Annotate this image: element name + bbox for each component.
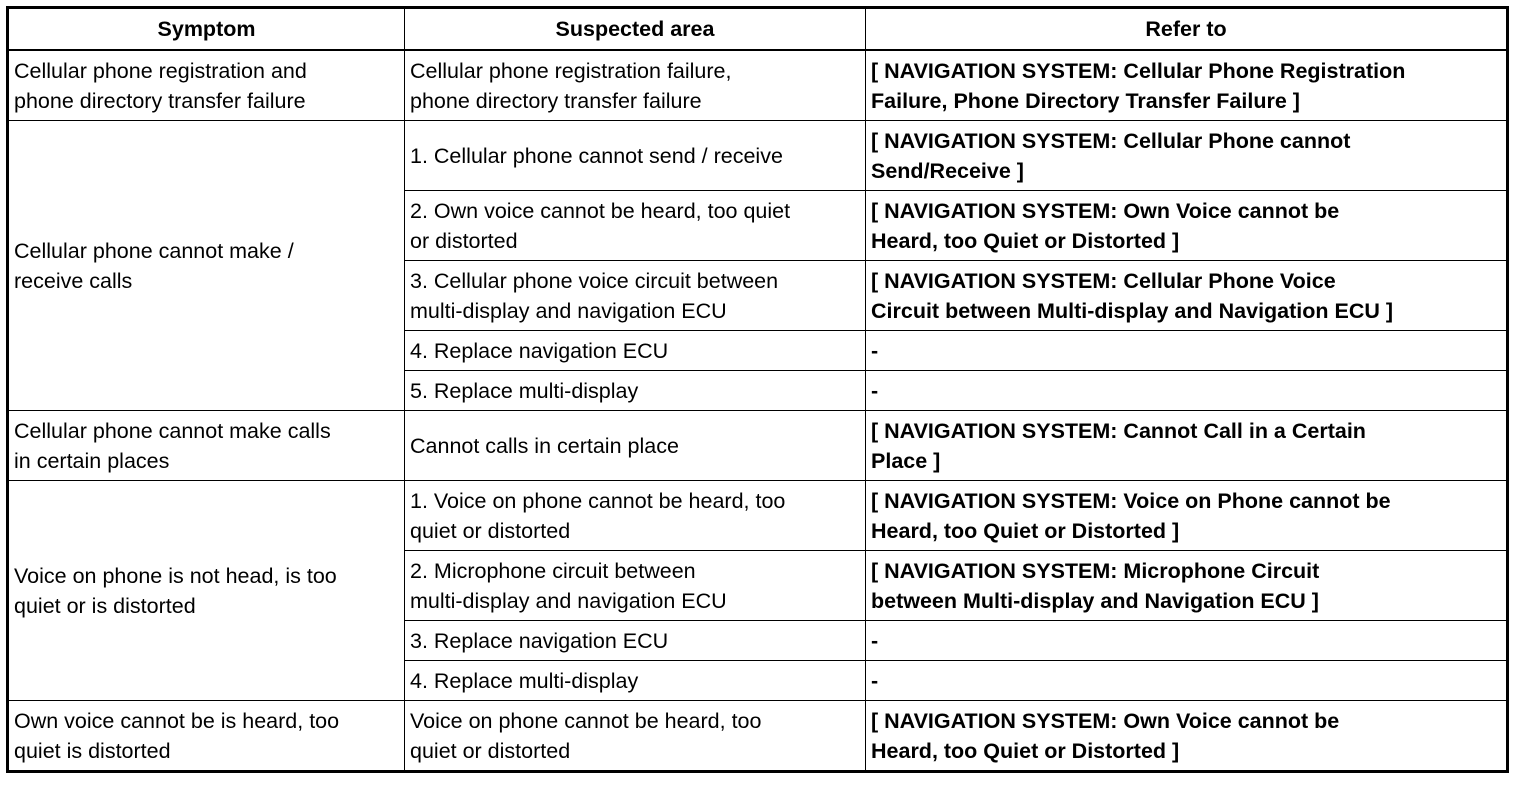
suspected-area-cell (405, 121, 866, 191)
suspected-area-line: quiet or distorted (410, 518, 571, 543)
refer-to-line: Heard, too Quiet or Distorted ] (871, 738, 1180, 763)
table-row (8, 701, 1508, 772)
refer-to-line: [ NAVIGATION SYSTEM: Own Voice cannot be (871, 198, 1340, 223)
refer-to-line: Place ] (871, 448, 941, 473)
refer-to-line: [ NAVIGATION SYSTEM: Cellular Phone Registration (871, 58, 1406, 83)
suspected-area-cell (405, 701, 866, 772)
refer-to-line: [ NAVIGATION SYSTEM: Microphone Circuit (871, 558, 1320, 583)
suspected-area-line: Voice on phone cannot be heard, too (410, 708, 762, 733)
suspected-area-line: multi-display and navigation ECU (410, 298, 727, 323)
suspected-area-cell (405, 50, 866, 121)
suspected-area-line: 3. Replace navigation ECU (410, 628, 669, 653)
symptom-line: Voice on phone is not head, is too (14, 563, 337, 588)
refer-to-line: [ NAVIGATION SYSTEM: Cellular Phone cannot (871, 128, 1351, 153)
table-row (8, 481, 1508, 551)
table-row (8, 121, 1508, 191)
refer-to-line: Failure, Phone Directory Transfer Failure ] (871, 88, 1300, 113)
table-row (8, 411, 1508, 481)
suspected-area-line: 2. Own voice cannot be heard, too quiet (410, 198, 791, 223)
refer-to-line: Heard, too Quiet or Distorted ] (871, 518, 1180, 543)
suspected-area-line: 2. Microphone circuit between (410, 558, 696, 583)
refer-to-cell (866, 481, 1508, 551)
suspected-area-line: or distorted (410, 228, 518, 253)
suspected-area-line: Cellular phone registration failure, (410, 58, 732, 83)
refer-to-line: - (871, 668, 879, 693)
suspected-area-cell (405, 331, 866, 371)
header-row (8, 8, 1508, 51)
suspected-area-line: 4. Replace navigation ECU (410, 338, 669, 363)
suspected-area-cell (405, 261, 866, 331)
refer-to-cell (866, 371, 1508, 411)
suspected-area-cell (405, 661, 866, 701)
table-body (8, 50, 1508, 772)
refer-to-cell (866, 50, 1508, 121)
refer-to-cell (866, 191, 1508, 261)
refer-to-line: - (871, 628, 879, 653)
suspected-area-cell (405, 371, 866, 411)
refer-to-cell (866, 551, 1508, 621)
suspected-area-cell (405, 621, 866, 661)
symptom-line: receive calls (14, 268, 133, 293)
symptom-cell (8, 481, 405, 701)
header-symptom: Symptom (8, 8, 405, 51)
refer-to-cell (866, 411, 1508, 481)
suspected-area-cell (405, 191, 866, 261)
header-refer-to: Refer to (866, 8, 1508, 51)
suspected-area-line: 1. Cellular phone cannot send / receive (410, 143, 783, 168)
suspected-area-cell (405, 481, 866, 551)
suspected-area-line: Cannot calls in certain place (410, 433, 679, 458)
troubleshooting-table (6, 6, 1509, 773)
symptom-line: quiet or is distorted (14, 593, 196, 618)
refer-to-cell (866, 621, 1508, 661)
refer-to-line: - (871, 378, 879, 403)
symptom-line: phone directory transfer failure (14, 88, 306, 113)
refer-to-line: [ NAVIGATION SYSTEM: Cannot Call in a Certain (871, 418, 1366, 443)
symptom-cell (8, 411, 405, 481)
suspected-area-line: 5. Replace multi-display (410, 378, 639, 403)
symptom-cell (8, 701, 405, 772)
suspected-area-line: phone directory transfer failure (410, 88, 702, 113)
symptom-line: Cellular phone cannot make calls (14, 418, 331, 443)
symptom-line: Cellular phone registration and (14, 58, 307, 83)
refer-to-cell (866, 261, 1508, 331)
refer-to-line: between Multi-display and Navigation ECU ] (871, 588, 1319, 613)
refer-to-cell (866, 121, 1508, 191)
suspected-area-line: 4. Replace multi-display (410, 668, 639, 693)
refer-to-line: - (871, 338, 879, 363)
refer-to-line: [ NAVIGATION SYSTEM: Own Voice cannot be (871, 708, 1340, 733)
symptom-line: Cellular phone cannot make / (14, 238, 294, 263)
refer-to-line: Heard, too Quiet or Distorted ] (871, 228, 1180, 253)
suspected-area-cell (405, 411, 866, 481)
header-suspected-area: Suspected area (405, 8, 866, 51)
suspected-area-line: 1. Voice on phone cannot be heard, too (410, 488, 786, 513)
table-row (8, 50, 1508, 121)
refer-to-cell (866, 661, 1508, 701)
suspected-area-line: multi-display and navigation ECU (410, 588, 727, 613)
refer-to-cell (866, 331, 1508, 371)
refer-to-cell (866, 701, 1508, 772)
symptom-line: in certain places (14, 448, 170, 473)
refer-to-line: Send/Receive ] (871, 158, 1024, 183)
suspected-area-line: 3. Cellular phone voice circuit between (410, 268, 779, 293)
suspected-area-cell (405, 551, 866, 621)
refer-to-line: [ NAVIGATION SYSTEM: Cellular Phone Voice (871, 268, 1336, 293)
refer-to-line: [ NAVIGATION SYSTEM: Voice on Phone cannot be (871, 488, 1391, 513)
suspected-area-line: quiet or distorted (410, 738, 571, 763)
symptom-cell (8, 50, 405, 121)
refer-to-line: Circuit between Multi-display and Navigation ECU ] (871, 298, 1394, 323)
symptom-line: quiet is distorted (14, 738, 171, 763)
symptom-cell (8, 121, 405, 411)
symptom-line: Own voice cannot be is heard, too (14, 708, 340, 733)
